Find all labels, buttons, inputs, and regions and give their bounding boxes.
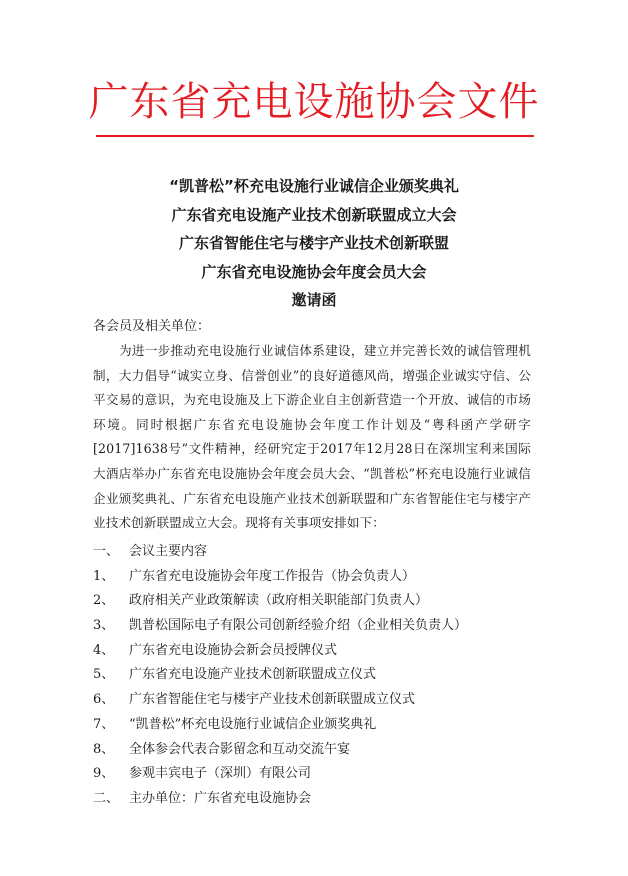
invitation-titles — [0, 172, 628, 315]
title-line: 广东省充电设施协会年度会员大会 — [201, 262, 427, 281]
agenda-item — [93, 663, 533, 688]
agenda-item — [93, 738, 533, 763]
agenda-item-number: 3、 — [93, 618, 115, 634]
agenda-item-number: 8、 — [93, 741, 115, 757]
body-paragraph: 为进一步推动充电设施行业诚信体系建设，建立并完善长效的诚信管理机制，大力倡导“诚实立身、信誉创业”的良好道德风尚，增强企业诚实守信、公平交易的意识，为充电设施及上下游企业自主创新营造一个开放、诚信的市场环境。同时根据广东省充电设施协会年度工作计划及“粤科函产学研字[2017]1638号”文件精神，经研究定于2017年12月28日在深圳宝利来国际大酒店举办广东省充电设施协会年度会员大会、“凯普松”杯充电设施行业诚信企业颁奖典礼、广东省充电设施产业技术创新联盟和广东省智能住宅与楼宇产业技术创新联盟成立大会。现将有关事项安排如下： — [93, 343, 531, 531]
masthead-red-rule — [96, 135, 534, 137]
agenda-item-text: 主办单位：广东省充电设施协会 — [129, 790, 312, 806]
agenda-item-text: 广东省充电设施产业技术创新联盟成立仪式 — [129, 667, 377, 683]
agenda-item — [93, 565, 533, 590]
agenda-item-number: 5、 — [93, 667, 115, 683]
agenda-item — [93, 540, 533, 565]
agenda-item-text: 政府相关产业政策解读（政府相关职能部门负责人） — [129, 593, 429, 609]
agenda-item-number: 9、 — [93, 766, 115, 782]
agenda-item — [93, 589, 533, 614]
title-line: 广东省智能住宅与楼宇产业技术创新联盟 — [178, 234, 449, 252]
agenda-item — [93, 787, 533, 812]
agenda-item — [93, 639, 533, 664]
agenda-item — [93, 762, 533, 787]
agenda-item-number: 1、 — [93, 568, 115, 584]
agenda-item-number: 2、 — [93, 593, 115, 609]
title-line: “凯普松”杯充电设施行业诚信企业颁奖典礼 — [169, 177, 459, 195]
agenda-item-text: 凯普松国际电子有限公司创新经验介绍（企业相关负责人） — [129, 618, 468, 634]
agenda-item-number: 4、 — [93, 642, 115, 658]
agenda-item-number: 二、 — [93, 790, 120, 806]
agenda-item-text: 广东省充电设施协会年度工作报告（协会负责人） — [129, 568, 416, 584]
agenda-item — [93, 688, 533, 713]
agenda-item-text: 全体参会代表合影留念和互动交流午宴 — [129, 741, 351, 757]
agenda-item — [93, 713, 533, 738]
agenda-item-text: 会议主要内容 — [129, 544, 208, 559]
agenda-item-number: 一、 — [93, 544, 120, 559]
agenda-item-text: 广东省智能住宅与楼宇产业技术创新联盟成立仪式 — [129, 692, 416, 708]
salutation: 各会员及相关单位： — [93, 319, 211, 334]
agenda-item-number: 6、 — [93, 692, 115, 708]
document-masthead: 广东省充电设施协会文件 — [88, 79, 540, 125]
agenda-item-number: 7、 — [93, 716, 115, 732]
agenda-item-text: 参观丰宾电子（深圳）有限公司 — [129, 766, 312, 782]
agenda-list — [93, 540, 533, 812]
title-line: 广东省充电设施产业技术创新联盟成立大会 — [171, 205, 457, 224]
agenda-item — [93, 614, 533, 639]
agenda-item-text: 广东省充电设施协会新会员授牌仪式 — [129, 642, 338, 658]
invitation-heading: 邀请函 — [291, 291, 337, 309]
agenda-item-text: “凯普松”杯充电设施行业诚信企业颁奖典礼 — [129, 716, 377, 732]
